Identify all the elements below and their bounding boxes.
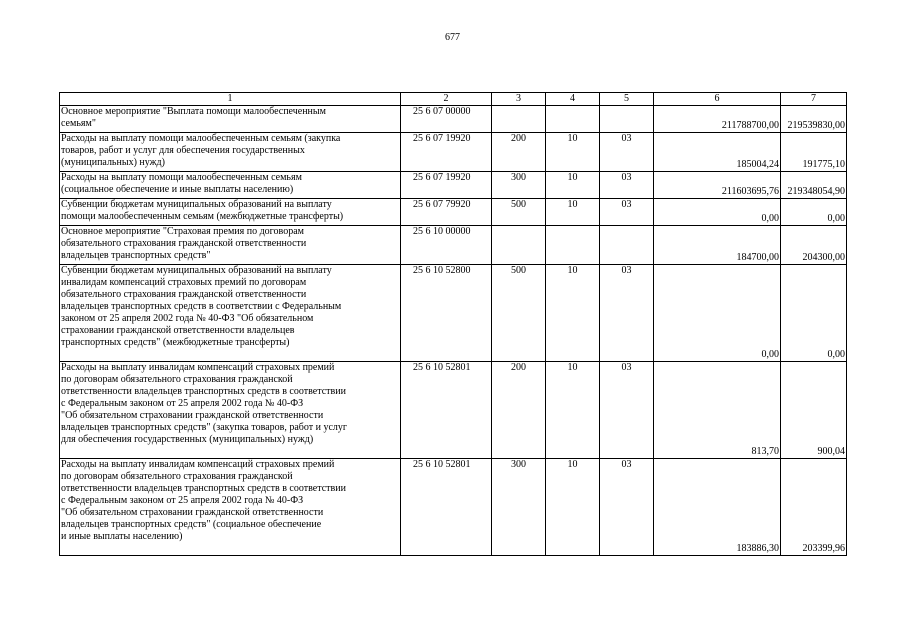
- expense-name-cell: Расходы на выплату помощи малообеспеченным семьям (социальное обеспечение и иные выплаты населению): [60, 172, 401, 199]
- section-cell: 10: [546, 362, 600, 459]
- target-code-cell: 25 6 10 52800: [401, 265, 492, 362]
- section-cell: 10: [546, 133, 600, 172]
- amount-year1-cell: 183886,30: [654, 459, 781, 556]
- column-header: 3: [492, 93, 546, 106]
- column-header: 6: [654, 93, 781, 106]
- column-header: 7: [781, 93, 847, 106]
- section-cell: 10: [546, 172, 600, 199]
- target-code-cell: 25 6 07 19920: [401, 133, 492, 172]
- amount-year2-cell: 900,04: [781, 362, 847, 459]
- amount-year1-cell: 185004,24: [654, 133, 781, 172]
- budget-table: [59, 92, 847, 556]
- table-row: [60, 362, 847, 459]
- column-header: 5: [600, 93, 654, 106]
- expense-type-cell: 200: [492, 362, 546, 459]
- table-row: [60, 133, 847, 172]
- expense-name-cell: Основное мероприятие "Выплата помощи малообеспеченным семьям": [60, 106, 401, 133]
- subsection-cell: [600, 226, 654, 265]
- column-header: 4: [546, 93, 600, 106]
- table-row: [60, 106, 847, 133]
- amount-year2-cell: 0,00: [781, 265, 847, 362]
- column-header: 1: [60, 93, 401, 106]
- expense-type-cell: [492, 106, 546, 133]
- amount-year2-cell: 191775,10: [781, 133, 847, 172]
- expense-name-cell: Основное мероприятие "Страховая премия по договорам обязательного страхования гражданской ответственности владельцев транспортных средств": [60, 226, 401, 265]
- section-cell: [546, 106, 600, 133]
- target-code-cell: 25 6 10 00000: [401, 226, 492, 265]
- table-body: [60, 93, 847, 556]
- table-row: [60, 265, 847, 362]
- table-row: [60, 459, 847, 556]
- expense-type-cell: 300: [492, 459, 546, 556]
- expense-name-cell: Субвенции бюджетам муниципальных образований на выплату помощи малообеспеченным семьям (межбюджетные трансферты): [60, 199, 401, 226]
- expense-name-cell: Расходы на выплату инвалидам компенсаций страховых премий по договорам обязательного страхования гражданской ответственности владельцев транспортных средств в соответствии с Федеральным законом от 25 апреля 2002 года № 40-ФЗ "Об обязательном страховании гражданской ответственности владельцев транспортных средств" (социальное обеспечение и иные выплаты населению): [60, 459, 401, 556]
- subsection-cell: [600, 106, 654, 133]
- page-number: 677: [445, 32, 460, 43]
- target-code-cell: 25 6 07 79920: [401, 199, 492, 226]
- table-row: [60, 199, 847, 226]
- target-code-cell: 25 6 07 00000: [401, 106, 492, 133]
- amount-year2-cell: 203399,96: [781, 459, 847, 556]
- subsection-cell: 03: [600, 133, 654, 172]
- subsection-cell: 03: [600, 265, 654, 362]
- expense-type-cell: 200: [492, 133, 546, 172]
- section-cell: 10: [546, 265, 600, 362]
- amount-year1-cell: 211788700,00: [654, 106, 781, 133]
- table-row: [60, 172, 847, 199]
- table-header-row: [60, 93, 847, 106]
- amount-year2-cell: 204300,00: [781, 226, 847, 265]
- subsection-cell: 03: [600, 199, 654, 226]
- amount-year2-cell: 0,00: [781, 199, 847, 226]
- amount-year2-cell: 219539830,00: [781, 106, 847, 133]
- target-code-cell: 25 6 10 52801: [401, 362, 492, 459]
- column-header: 2: [401, 93, 492, 106]
- expense-type-cell: 500: [492, 199, 546, 226]
- table-row: [60, 226, 847, 265]
- amount-year1-cell: 0,00: [654, 265, 781, 362]
- expense-type-cell: 500: [492, 265, 546, 362]
- section-cell: 10: [546, 199, 600, 226]
- expense-name-cell: Расходы на выплату инвалидам компенсаций страховых премий по договорам обязательного страхования гражданской ответственности владельцев транспортных средств в соответствии с Федеральным законом от 25 апреля 2002 года № 40-ФЗ "Об обязательном страховании гражданской ответственности владельцев транспортных средств" (закупка товаров, работ и услуг для обеспечения государственных (муниципальных) нужд): [60, 362, 401, 459]
- subsection-cell: 03: [600, 172, 654, 199]
- subsection-cell: 03: [600, 459, 654, 556]
- expense-type-cell: [492, 226, 546, 265]
- amount-year1-cell: 184700,00: [654, 226, 781, 265]
- amount-year1-cell: 211603695,76: [654, 172, 781, 199]
- section-cell: 10: [546, 459, 600, 556]
- amount-year1-cell: 0,00: [654, 199, 781, 226]
- amount-year2-cell: 219348054,90: [781, 172, 847, 199]
- target-code-cell: 25 6 10 52801: [401, 459, 492, 556]
- subsection-cell: 03: [600, 362, 654, 459]
- amount-year1-cell: 813,70: [654, 362, 781, 459]
- expense-type-cell: 300: [492, 172, 546, 199]
- expense-name-cell: Расходы на выплату помощи малообеспеченным семьям (закупка товаров, работ и услуг для обеспечения государственных (муниципальных) нужд): [60, 133, 401, 172]
- section-cell: [546, 226, 600, 265]
- target-code-cell: 25 6 07 19920: [401, 172, 492, 199]
- expense-name-cell: Субвенции бюджетам муниципальных образований на выплату инвалидам компенсаций страховых премий по договорам обязательного страхования гражданской ответственности владельцев транспортных средств в соответствии с Федеральным законом от 25 апреля 2002 года № 40-ФЗ "Об обязательном страховании гражданской ответственности владельцев транспортных средств" (межбюджетные трансферты): [60, 265, 401, 362]
